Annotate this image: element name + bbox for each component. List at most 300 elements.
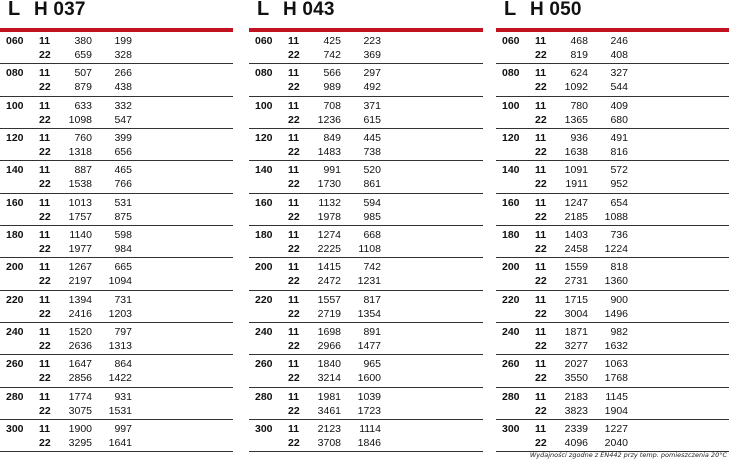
- table-row: [0, 243, 233, 257]
- output-value: 531: [114, 196, 132, 209]
- output-value: 931: [114, 390, 132, 403]
- length-label: L: [257, 0, 270, 20]
- length-label: L: [8, 0, 21, 20]
- type-value: 11: [39, 228, 51, 241]
- output-value: 1394: [68, 293, 92, 306]
- output-value: 598: [114, 228, 132, 241]
- table-row: [0, 391, 233, 405]
- length-value: 220: [6, 293, 24, 306]
- output-value: 633: [74, 99, 92, 112]
- length-group: [0, 388, 233, 420]
- output-value: 1267: [68, 261, 92, 274]
- output-value: 507: [74, 67, 92, 80]
- output-value: 1274: [317, 228, 341, 241]
- output-value: 399: [114, 131, 132, 144]
- output-value: 965: [363, 358, 381, 371]
- length-value: 200: [502, 261, 520, 274]
- length-group: [249, 258, 483, 290]
- output-value: 1600: [357, 372, 381, 385]
- output-value: 891: [363, 325, 381, 338]
- table-row: [496, 164, 729, 178]
- table-row: [249, 67, 483, 81]
- table-row: [0, 275, 233, 289]
- length-group: [496, 161, 729, 193]
- output-value: 297: [363, 67, 381, 80]
- length-value: 160: [255, 196, 273, 209]
- type-value: 11: [39, 261, 51, 274]
- length-group: [0, 64, 233, 96]
- output-value: 1094: [108, 275, 132, 288]
- output-value: 445: [363, 131, 381, 144]
- output-value: 380: [74, 35, 92, 47]
- table-row: [249, 405, 483, 419]
- model-title: H 043: [283, 0, 335, 20]
- output-value: 1483: [317, 145, 341, 158]
- table-row: [249, 275, 483, 289]
- output-value: 2416: [68, 307, 92, 320]
- output-value: 680: [610, 113, 628, 126]
- table-row: [496, 211, 729, 225]
- length-group: [249, 355, 483, 387]
- table-row: [249, 308, 483, 322]
- length-value: 080: [502, 67, 520, 80]
- output-value: 199: [114, 35, 132, 47]
- length-value: 120: [502, 131, 520, 144]
- length-group: [0, 420, 233, 452]
- output-value: 2458: [564, 242, 588, 255]
- output-value: 615: [363, 113, 381, 126]
- table-row: [496, 243, 729, 257]
- footnote: Wydajności zgodne z EN442 przy temp. pomieszczenia 20°C: [529, 451, 727, 459]
- type-value: 11: [39, 131, 51, 144]
- output-value: 1698: [317, 325, 341, 338]
- table-row: [0, 358, 233, 372]
- output-value: 2040: [604, 436, 628, 449]
- length-value: 260: [502, 358, 520, 371]
- type-value: 11: [288, 131, 300, 144]
- table-row: [0, 146, 233, 160]
- length-value: 100: [6, 99, 24, 112]
- length-value: 260: [6, 358, 24, 371]
- length-value: 160: [6, 196, 24, 209]
- output-value: 1132: [318, 196, 341, 209]
- output-value: 1313: [108, 339, 132, 352]
- type-value: 22: [535, 81, 547, 94]
- length-group: [249, 32, 483, 64]
- table-row: [0, 308, 233, 322]
- output-value: 1063: [604, 358, 628, 371]
- type-value: 11: [535, 293, 547, 306]
- type-value: 11: [535, 131, 547, 144]
- output-value: 656: [114, 145, 132, 158]
- output-value: 2027: [564, 358, 588, 371]
- output-value: 864: [114, 358, 132, 371]
- type-value: 22: [535, 145, 547, 158]
- length-value: 200: [255, 261, 273, 274]
- output-value: 1531: [108, 404, 132, 417]
- type-value: 22: [39, 113, 51, 126]
- table-row: [496, 372, 729, 386]
- output-value: 1415: [317, 261, 341, 274]
- table-row: [249, 197, 483, 211]
- output-value: 900: [610, 293, 628, 306]
- length-group: [249, 194, 483, 226]
- table-row: [496, 100, 729, 114]
- length-group: [0, 226, 233, 258]
- output-value: 1108: [358, 242, 381, 255]
- output-value: 818: [610, 261, 628, 274]
- table-row: [249, 100, 483, 114]
- output-value: 2225: [317, 242, 341, 255]
- table-row: [249, 146, 483, 160]
- type-value: 22: [535, 242, 547, 255]
- output-value: 491: [610, 131, 628, 144]
- type-value: 22: [39, 436, 51, 449]
- output-value: 1774: [68, 390, 92, 403]
- model-title: H 037: [34, 0, 86, 20]
- output-value: 1730: [317, 178, 341, 191]
- output-value: 3550: [564, 372, 588, 385]
- table-row: [0, 100, 233, 114]
- type-value: 22: [288, 49, 300, 61]
- length-group: [496, 32, 729, 64]
- table-row: [496, 178, 729, 192]
- output-value: 2636: [68, 339, 92, 352]
- output-value: 2123: [317, 422, 341, 435]
- length-value: 180: [502, 228, 520, 241]
- output-value: 984: [114, 242, 132, 255]
- output-value: 2719: [317, 307, 341, 320]
- table-row: [0, 437, 233, 451]
- output-value: 1477: [357, 339, 381, 352]
- output-value: 266: [114, 67, 132, 80]
- table-row: [496, 229, 729, 243]
- output-value: 1978: [317, 210, 341, 223]
- type-value: 22: [288, 307, 300, 320]
- table-row: [496, 437, 729, 451]
- output-value: 438: [114, 81, 132, 94]
- table-row: [0, 178, 233, 192]
- type-value: 22: [288, 339, 300, 352]
- type-value: 22: [535, 49, 547, 61]
- output-value: 1236: [317, 113, 341, 126]
- length-group: [249, 64, 483, 96]
- table-row: [496, 423, 729, 437]
- output-value: 1723: [357, 404, 381, 417]
- table-row: [496, 405, 729, 419]
- output-value: 1900: [68, 422, 92, 435]
- table-row: [496, 391, 729, 405]
- type-value: 22: [288, 145, 300, 158]
- output-value: 668: [363, 228, 381, 241]
- type-value: 11: [288, 228, 300, 241]
- output-value: 879: [74, 81, 92, 94]
- table-header: [249, 0, 483, 32]
- output-value: 1641: [108, 436, 132, 449]
- type-value: 11: [39, 99, 51, 112]
- output-value: 2183: [564, 390, 588, 403]
- type-value: 11: [288, 261, 300, 274]
- type-value: 11: [39, 293, 51, 306]
- output-value: 1871: [564, 325, 588, 338]
- type-value: 11: [39, 196, 51, 209]
- length-value: 180: [6, 228, 24, 241]
- output-value: 3004: [564, 307, 588, 320]
- table-row: [0, 326, 233, 340]
- output-value: 1039: [357, 390, 381, 403]
- type-value: 22: [288, 81, 300, 94]
- table-row: [496, 275, 729, 289]
- length-group: [496, 258, 729, 290]
- length-group: [0, 355, 233, 387]
- length-group: [496, 420, 729, 452]
- type-value: 22: [39, 81, 51, 94]
- length-value: 120: [6, 131, 24, 144]
- type-value: 11: [288, 196, 300, 209]
- table-row: [496, 197, 729, 211]
- table-row: [0, 405, 233, 419]
- output-value: 327: [610, 67, 628, 80]
- length-value: 080: [255, 67, 273, 80]
- table-row: [496, 81, 729, 95]
- output-value: 985: [363, 210, 381, 223]
- type-value: 22: [535, 113, 547, 126]
- table-row: [249, 132, 483, 146]
- output-value: 1496: [604, 307, 628, 320]
- output-value: 1224: [604, 242, 628, 255]
- length-group: [496, 388, 729, 420]
- type-value: 11: [288, 390, 300, 403]
- table-row: [0, 294, 233, 308]
- table-row: [249, 261, 483, 275]
- output-value: 708: [323, 99, 341, 112]
- output-value: 3823: [564, 404, 588, 417]
- length-group: [249, 388, 483, 420]
- output-value: 849: [323, 131, 341, 144]
- table-row: [0, 197, 233, 211]
- table-row: [0, 261, 233, 275]
- table-row: [496, 49, 729, 63]
- type-value: 22: [535, 307, 547, 320]
- type-value: 11: [535, 358, 547, 371]
- output-value: 816: [610, 145, 628, 158]
- output-value: 246: [610, 35, 628, 47]
- output-value: 1092: [564, 81, 588, 94]
- table-row: [249, 35, 483, 49]
- length-label: L: [504, 0, 517, 20]
- table-row: [496, 261, 729, 275]
- output-value: 1557: [317, 293, 341, 306]
- type-value: 22: [535, 275, 547, 288]
- output-value: 223: [363, 35, 381, 47]
- output-value: 566: [323, 67, 341, 80]
- table-row: [249, 340, 483, 354]
- table-row: [0, 67, 233, 81]
- output-value: 1231: [357, 275, 381, 288]
- table-row: [0, 229, 233, 243]
- type-value: 11: [288, 293, 300, 306]
- type-value: 11: [39, 390, 51, 403]
- output-value: 544: [610, 81, 628, 94]
- table-body: [0, 32, 233, 452]
- type-value: 22: [288, 436, 300, 449]
- length-value: 140: [6, 164, 24, 177]
- table-row: [0, 81, 233, 95]
- length-value: 060: [6, 35, 24, 47]
- type-value: 11: [535, 164, 547, 177]
- table-row: [496, 35, 729, 49]
- output-value: 1013: [68, 196, 92, 209]
- output-value: 1145: [605, 390, 628, 403]
- output-value: 1422: [108, 372, 132, 385]
- output-value: 991: [323, 164, 341, 177]
- output-value: 1757: [68, 210, 92, 223]
- length-group: [496, 226, 729, 258]
- table-row: [249, 114, 483, 128]
- output-value: 468: [570, 35, 588, 47]
- length-value: 080: [6, 67, 24, 80]
- type-value: 22: [39, 49, 51, 61]
- table-row: [249, 326, 483, 340]
- type-value: 22: [39, 145, 51, 158]
- output-value: 736: [610, 228, 628, 241]
- length-group: [496, 64, 729, 96]
- output-value: 997: [114, 422, 132, 435]
- length-group: [249, 420, 483, 452]
- length-value: 160: [502, 196, 520, 209]
- length-value: 060: [255, 35, 273, 47]
- type-value: 22: [288, 210, 300, 223]
- type-value: 22: [535, 178, 547, 191]
- table-row: [0, 49, 233, 63]
- length-group: [496, 291, 729, 323]
- type-value: 22: [535, 210, 547, 223]
- output-value: 332: [114, 99, 132, 112]
- table-row: [0, 340, 233, 354]
- type-value: 11: [288, 99, 300, 112]
- length-value: 220: [502, 293, 520, 306]
- output-value: 731: [114, 293, 132, 306]
- output-value: 1318: [68, 145, 92, 158]
- table-row: [249, 164, 483, 178]
- type-value: 11: [288, 422, 300, 435]
- output-value: 1904: [604, 404, 628, 417]
- type-value: 22: [39, 178, 51, 191]
- table-row: [0, 372, 233, 386]
- output-value: 1559: [564, 261, 588, 274]
- output-value: 1647: [68, 358, 92, 371]
- output-value: 766: [114, 178, 132, 191]
- output-value: 1768: [604, 372, 628, 385]
- type-value: 11: [288, 164, 300, 177]
- output-value: 1114: [359, 422, 381, 435]
- length-group: [0, 161, 233, 193]
- table-row: [0, 35, 233, 49]
- type-value: 11: [535, 99, 547, 112]
- output-value: 742: [363, 261, 381, 274]
- table-row: [496, 340, 729, 354]
- length-value: 200: [6, 261, 24, 274]
- length-value: 060: [502, 35, 520, 47]
- length-value: 240: [255, 325, 273, 338]
- type-value: 22: [39, 210, 51, 223]
- output-value: 1354: [357, 307, 381, 320]
- type-value: 22: [39, 242, 51, 255]
- output-value: 1088: [604, 210, 628, 223]
- table-row: [496, 308, 729, 322]
- output-value: 2472: [317, 275, 341, 288]
- table-row: [496, 358, 729, 372]
- output-value: 1520: [68, 325, 92, 338]
- table-row: [249, 391, 483, 405]
- type-value: 11: [39, 35, 51, 47]
- output-value: 1632: [604, 339, 628, 352]
- type-value: 11: [535, 67, 547, 80]
- length-group: [0, 194, 233, 226]
- length-value: 100: [502, 99, 520, 112]
- type-value: 11: [535, 325, 547, 338]
- table-row: [0, 114, 233, 128]
- output-value: 409: [610, 99, 628, 112]
- length-group: [0, 258, 233, 290]
- output-value: 369: [363, 49, 381, 61]
- type-value: 22: [535, 372, 547, 385]
- table-row: [496, 132, 729, 146]
- output-value: 3295: [68, 436, 92, 449]
- type-value: 22: [288, 404, 300, 417]
- output-value: 2731: [564, 275, 588, 288]
- length-group: [496, 355, 729, 387]
- type-value: 11: [39, 67, 51, 80]
- type-value: 22: [288, 275, 300, 288]
- output-value: 328: [114, 49, 132, 61]
- length-group: [0, 129, 233, 161]
- output-value: 1227: [604, 422, 628, 435]
- length-group: [249, 323, 483, 355]
- type-value: 22: [39, 307, 51, 320]
- type-value: 22: [535, 404, 547, 417]
- type-value: 11: [535, 422, 547, 435]
- output-value: 3277: [564, 339, 588, 352]
- length-value: 240: [6, 325, 24, 338]
- output-value: 1911: [565, 178, 588, 191]
- type-value: 22: [535, 436, 547, 449]
- type-value: 22: [535, 339, 547, 352]
- table-h037: [0, 0, 233, 452]
- output-value: 780: [570, 99, 588, 112]
- output-value: 2856: [68, 372, 92, 385]
- length-value: 220: [255, 293, 273, 306]
- table-body: [249, 32, 483, 452]
- length-group: [496, 194, 729, 226]
- output-value: 2966: [317, 339, 341, 352]
- output-value: 1403: [564, 228, 588, 241]
- output-value: 1203: [108, 307, 132, 320]
- output-value: 665: [114, 261, 132, 274]
- table-row: [0, 211, 233, 225]
- length-value: 300: [6, 422, 24, 435]
- table-row: [496, 114, 729, 128]
- table-row: [249, 372, 483, 386]
- output-value: 3075: [68, 404, 92, 417]
- output-value: 1140: [69, 228, 92, 241]
- output-value: 760: [74, 131, 92, 144]
- type-value: 11: [288, 325, 300, 338]
- table-row: [249, 358, 483, 372]
- length-value: 260: [255, 358, 273, 371]
- output-value: 3214: [317, 372, 341, 385]
- type-value: 22: [39, 372, 51, 385]
